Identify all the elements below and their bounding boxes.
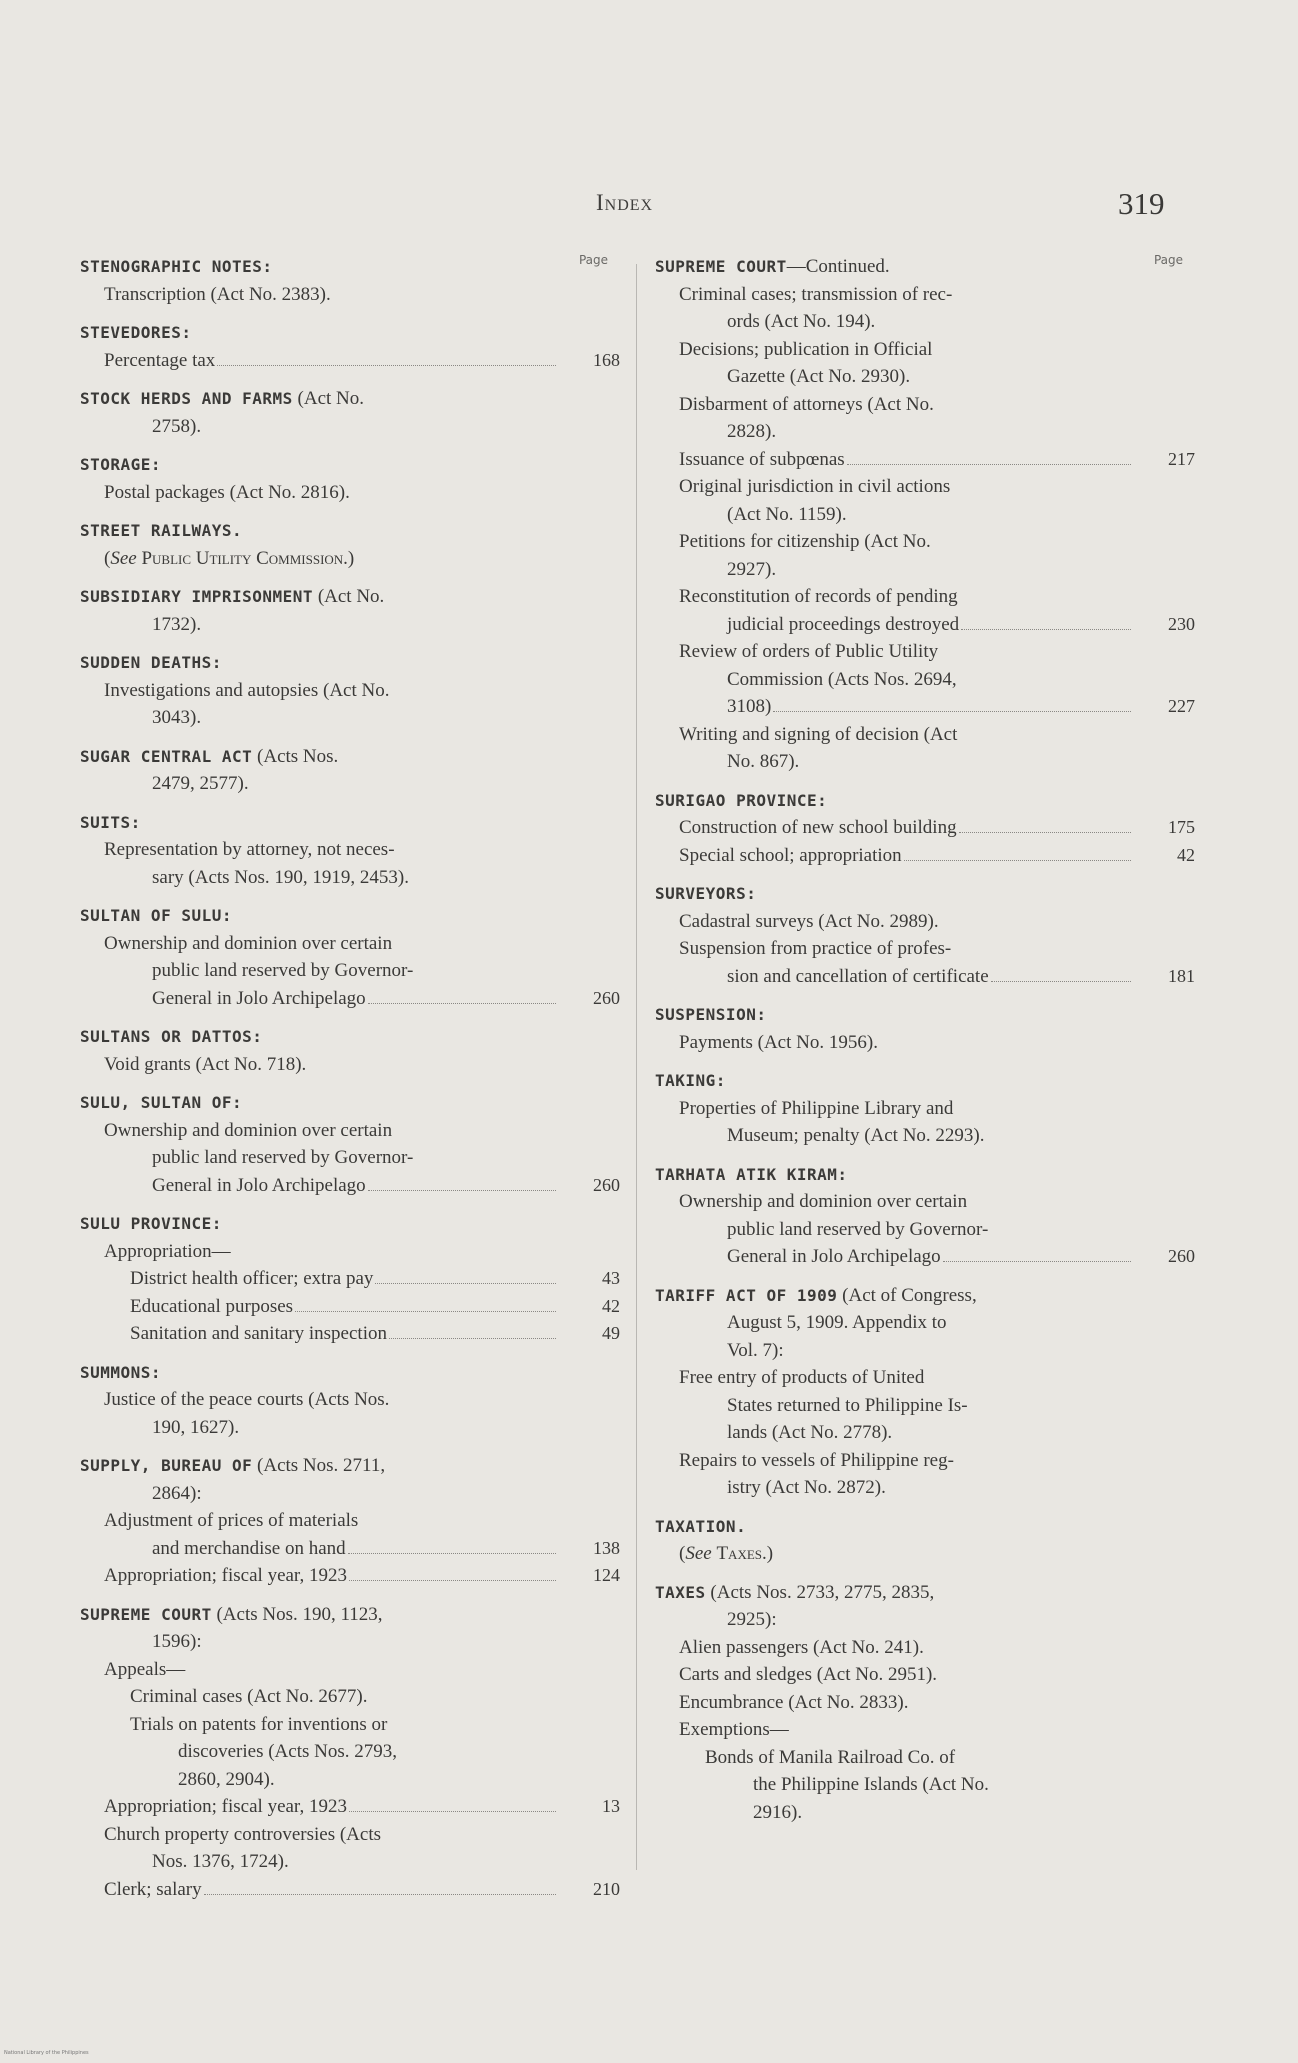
subentry-text: General in Jolo Archipelago [727,1246,941,1267]
entry-heading-line [80,319,620,347]
entry-heading-line [80,1452,620,1480]
subentry-line [655,583,1195,611]
subentry-line [80,1562,620,1590]
leader-dots [961,629,1131,630]
entry-heading-line [655,880,1195,908]
index-entry [655,1161,1195,1271]
index-entry [80,253,620,308]
subentry-text: Suspension from practice of profes- [679,938,952,959]
subentry-line [80,479,620,507]
entry-heading-ref: (Act of Congress, [837,1284,977,1306]
subentry-line [655,1188,1195,1216]
subentry-line [80,1238,620,1266]
index-entry [655,1513,1195,1568]
subentry-line [80,1386,620,1414]
entry-heading-line [80,809,620,837]
subentry-line [655,842,1195,870]
subentry-line [655,1122,1195,1150]
leader-dots [217,365,556,366]
subentry-line [80,1507,620,1535]
subentry-line [80,1738,620,1766]
subentry-text: Disbarment of attorneys (Act No. [679,393,934,415]
entry-heading-line [80,743,620,771]
subentry-line [80,1293,620,1321]
entry-heading-continuation: Vol. 7): [727,1339,784,1361]
subentry-line [80,1117,620,1145]
entry-heading-line [655,1001,1195,1029]
index-entry [80,649,620,732]
subentry-text: (Act No. 1159). [727,503,847,525]
subentry-line [655,1419,1195,1447]
subentry-line [655,693,1195,721]
entry-heading-line [80,1023,620,1051]
index-entry [655,253,1195,776]
subentry-text: public land reserved by Governor- [152,960,414,981]
subentry-line [655,336,1195,364]
entry-heading-continuation: 2758). [152,415,202,437]
leader-dots [295,1311,556,1312]
subentry-line [655,611,1195,639]
page-ref: 181 [1168,965,1195,986]
subentry-line [80,1265,620,1293]
entry-heading: STREET RAILWAYS. [80,521,243,540]
entry-heading: TARIFF ACT OF 1909 [655,1285,838,1305]
entry-heading: TAXES [655,1582,706,1602]
subentry-text: Ownership and dominion over certain [104,932,393,954]
entry-heading: SUDDEN DEATHS: [80,653,222,672]
subentry-line [655,556,1195,584]
entry-heading-line [80,385,620,413]
subentry-text: Carts and sledges (Act No. 2951). [679,1664,938,1685]
subentry-text: 2916). [753,1801,803,1823]
entry-heading: SUSPENSION: [655,1005,767,1024]
running-title: Index [596,190,654,215]
subentry-text: Repairs to vessels of Philippine reg- [679,1449,954,1471]
page-ref: 260 [1168,1246,1195,1266]
subentry-text: public land reserved by Governor- [152,1147,414,1168]
entry-heading: SUITS: [80,812,141,832]
subentry-text: the Philippine Islands (Act No. [753,1774,989,1795]
subentry-text: Properties of Philippine Library and [679,1097,954,1119]
index-entry [655,880,1195,990]
entry-heading-continuation: August 5, 1909. Appendix to [727,1312,947,1333]
index-entry [80,319,620,374]
subentry-line [655,1392,1195,1420]
subentry-line [655,908,1195,936]
subentry-line [80,1876,620,1904]
subentry-line [80,957,620,985]
entry-heading-ref: (Acts Nos. 2711, [252,1455,386,1476]
subentry-text: Justice of the peace courts (Acts Nos. [104,1389,390,1410]
subentry-text: Bonds of Manila Railroad Co. of [705,1746,956,1768]
page-ref: 49 [602,1323,620,1343]
subentry-line [80,1172,620,1200]
entry-heading-line [80,253,620,281]
subentry-text: 2828). [727,421,777,442]
subentry-text: 3108) [727,696,772,717]
subentry-line [655,473,1195,501]
entry-heading-ref: (Acts Nos. [252,745,339,767]
subentry-line [655,1474,1195,1502]
subentry-text: Ownership and dominion over certain [104,1119,393,1141]
subentry-text: 190, 1627). [152,1416,240,1438]
subentry-text: Appropriation; fiscal year, 1923 [104,1796,348,1817]
entry-heading-line [655,1579,1195,1607]
entry-heading-line [80,517,620,545]
subentry-text: 3043). [152,707,202,728]
subentry-text: Ownership and dominion over certain [679,1191,968,1212]
index-entry [655,1579,1195,1827]
entry-heading: TAKING: [655,1071,726,1090]
index-entry [655,1067,1195,1150]
subentry-text: Transcription (Act No. 2383). [104,283,331,305]
page-ref: 210 [593,1878,620,1899]
subentry-line [655,1216,1195,1244]
leader-dots [943,1261,1131,1262]
see-reference: See [685,1543,712,1564]
subentry-text: Original jurisdiction in civil actions [679,476,951,497]
leader-dots [368,1003,556,1004]
page-ref: 168 [593,349,620,370]
entry-heading: STENOGRAPHIC NOTES: [80,257,273,276]
leader-dots [375,1283,556,1284]
entry-heading-ref: (Acts Nos. 2733, 2775, 2835, [705,1581,935,1603]
subentry-line [80,1144,620,1172]
entry-heading-line [80,1359,620,1387]
entry-heading-line [80,451,620,479]
subentry-line [655,363,1195,391]
subentry-line [80,1051,620,1079]
subentry-line [655,1447,1195,1475]
subentry-text: public land reserved by Governor- [727,1218,989,1240]
entry-heading: SURIGAO PROVINCE: [655,790,828,810]
entry-heading-line [655,1161,1195,1189]
subentry-line [80,985,620,1013]
subentry-text: Issuance of subpœnas [679,448,845,470]
subentry-text: Free entry of products of United [679,1367,925,1388]
entry-heading: SULTANS OR DATTOS: [80,1027,263,1046]
subentry-line [80,1320,620,1348]
subentry-line [80,1848,620,1876]
entry-heading-line [655,1067,1195,1095]
entry-heading-line [80,1601,620,1629]
page-ref: 260 [593,1174,620,1195]
subentry-line [655,1634,1195,1662]
leader-dots [368,1190,556,1191]
subentry-text: Criminal cases (Act No. 2677). [130,1686,368,1707]
subentry-line [655,638,1195,666]
page-ref: 217 [1168,448,1195,469]
subentry-text: Review of orders of Public Utility [679,641,939,662]
column-divider [636,264,637,1870]
cross-reference: Taxes.) [716,1543,774,1564]
subentry-line [655,418,1195,446]
subentry-text: Trials on patents for inventions or [130,1713,388,1735]
entry-heading: SUPREME COURT [655,257,787,276]
subentry-text: Sanitation and sanitary inspection [130,1323,387,1344]
subentry-text: States returned to Philippine Is- [727,1394,968,1416]
subentry-text: Alien passengers (Act No. 241). [679,1636,924,1658]
entry-heading-line [80,649,620,677]
subentry-text: discoveries (Acts Nos. 2793, [178,1741,397,1762]
index-entry [80,385,620,440]
subentry-text: Postal packages (Act No. 2816). [104,481,350,503]
entry-heading: TAXATION. [655,1516,747,1536]
subentry-text: sary (Acts Nos. 190, 1919, 2453). [152,866,410,888]
subentry-text: sion and cancellation of certificate [727,965,989,987]
subentry-text: General in Jolo Archipelago [152,987,366,1009]
subentry-line [80,1793,620,1821]
index-entry [80,1023,620,1078]
subentry-line [80,347,620,375]
entry-heading: TARHATA ATIK KIRAM: [655,1164,848,1184]
index-entry [80,1089,620,1199]
subentry-line [655,935,1195,963]
index-entry [80,451,620,506]
entry-heading: SUPPLY, BUREAU OF [80,1456,253,1475]
subentry-text: istry (Act No. 2872). [727,1477,886,1498]
subentry-text: District health officer; extra pay [130,1268,374,1289]
subentry-line [80,864,620,892]
subentry-text: Cadastral surveys (Act No. 2989). [679,910,939,932]
entry-heading-line [655,1282,1195,1310]
subentry-text: Void grants (Act No. 718). [104,1053,307,1075]
leader-dots [349,1580,556,1581]
subentry-line [655,721,1195,749]
entry-heading: SUMMONS: [80,1362,162,1382]
entry-heading-line [655,253,1195,281]
subentry-line [80,1656,620,1684]
index-entry [80,809,620,892]
subentry-text: No. 867). [727,751,800,772]
leader-dots [847,464,1131,465]
page-label: Page [1153,253,1183,267]
subentry-line [655,1243,1195,1271]
subentry-line [655,1689,1195,1717]
subentry-text: 2860, 2904). [178,1768,275,1790]
entry-heading: SURVEYORS: [655,884,757,903]
subentry-text: Representation by attorney, not neces- [104,839,395,860]
subentry-line [80,930,620,958]
entry-heading-continuation: 2864): [152,1482,202,1504]
subentry-line [80,1535,620,1563]
subentry-text: Criminal cases; transmission of rec- [679,283,953,305]
entry-heading: SULU, SULTAN OF: [80,1093,243,1112]
subentry-line [655,1661,1195,1689]
entry-heading-line [80,583,620,611]
index-column-right [655,253,1195,1837]
entry-heading-continuation: 1732). [152,613,202,635]
subentry-line [80,677,620,705]
subentry-text: Writing and signing of decision (Act [679,723,958,745]
subentry-text: judicial proceedings destroyed [727,613,960,635]
subentry-text: Educational purposes [130,1295,294,1317]
entry-heading-line [655,787,1195,815]
subentry-line: (See Public Utility Commission.) [104,547,355,569]
entry-heading: SUBSIDIARY IMPRISONMENT [80,587,314,606]
page-header [0,186,1298,230]
subentry-text: Appropriation; fiscal year, 1923 [104,1565,348,1586]
entry-heading-ref: —Continued. [786,256,890,277]
subentry-line [655,1364,1195,1392]
leader-dots [959,832,1131,833]
subentry-text: Special school; appropriation [679,844,902,866]
subentry-line [80,836,620,864]
leader-dots [773,711,1131,712]
footer-stamp: National Library of the Philippines [4,2050,89,2056]
leader-dots [389,1338,556,1339]
subentry-line [655,1771,1195,1799]
subentry-text: Decisions; publication in Official [679,338,933,360]
subentry-text: Exemptions— [679,1719,789,1740]
page-ref: 13 [602,1796,620,1816]
index-entry [80,517,620,572]
subentry-line [80,1683,620,1711]
subentry-text: General in Jolo Archipelago [152,1174,366,1196]
leader-dots [348,1553,556,1554]
leader-dots [204,1894,556,1895]
subentry-text: Gazette (Act No. 2930). [727,366,911,387]
index-entry [80,1601,620,1904]
leader-dots [991,981,1131,982]
subentry-text: Construction of new school building [679,817,957,838]
subentry-text: Nos. 1376, 1724). [152,1851,289,1872]
see-reference: See [110,547,137,569]
subentry-text: and merchandise on hand [152,1537,346,1559]
leader-dots [904,860,1131,861]
subentry-text: Investigations and autopsies (Act No. [104,679,390,701]
subentry-text: Encumbrance (Act No. 2833). [679,1691,909,1713]
subentry-text: Appropriation— [104,1240,231,1262]
entry-heading: STOCK HERDS AND FARMS [80,389,293,408]
subentry-line [80,1766,620,1794]
entry-heading-continuation: 1596): [152,1631,202,1652]
subentry-text: Commission (Acts Nos. 2694, [727,668,957,690]
index-entry [80,583,620,638]
page-ref: 43 [602,1268,620,1288]
subentry-line [655,501,1195,529]
index-entry [80,743,620,798]
index-entry [655,1282,1195,1502]
entry-heading-ref: (Act No. [313,586,385,607]
index-entry [80,902,620,1012]
subentry-line [655,528,1195,556]
subentry-line [655,1716,1195,1744]
index-entry [80,1452,620,1590]
subentry-line [655,666,1195,694]
subentry-text: ords (Act No. 194). [727,311,876,332]
page-ref: 42 [602,1295,620,1316]
subentry-text: Appeals— [104,1658,186,1680]
index-entry [655,1001,1195,1056]
entry-heading-line [655,1513,1195,1541]
subentry-line [80,1711,620,1739]
entry-heading: SUPREME COURT [80,1604,212,1624]
subentry-line [80,281,620,309]
entry-heading-ref: (Act No. [292,388,365,409]
entry-heading-line [80,1210,620,1238]
subentry-text: Clerk; salary [104,1878,202,1900]
subentry-text: Church property controversies (Acts [104,1823,382,1845]
subentry-text: Petitions for citizenship (Act No. [679,531,931,552]
subentry-line [655,814,1195,842]
subentry-line [655,308,1195,336]
subentry-text: Payments (Act No. 1956). [679,1031,878,1053]
entry-heading: STORAGE: [80,455,162,474]
page-ref: 42 [1177,844,1195,865]
index-column-left [80,253,620,1914]
page-ref: 227 [1168,696,1195,716]
subentry-line [655,1744,1195,1772]
entry-heading-continuation: 2479, 2577). [152,773,249,794]
subentry-line [655,391,1195,419]
subentry-text: Museum; penalty (Act No. 2293). [727,1125,985,1146]
entry-heading-ref: (Acts Nos. 190, 1123, [211,1603,383,1625]
page-ref: 260 [593,987,620,1008]
index-entry [655,787,1195,870]
subentry-text: Reconstitution of records of pending [679,586,958,607]
page-ref: 124 [593,1565,620,1585]
page-ref: 175 [1168,817,1195,837]
subentry-line [655,1799,1195,1827]
subentry-line [655,1029,1195,1057]
subentry-text: Adjustment of prices of materials [104,1510,359,1531]
leader-dots [349,1811,556,1812]
subentry-line [80,1414,620,1442]
entry-heading: SULTAN OF SULU: [80,906,232,925]
page-label: Page [578,253,608,267]
entry-heading-line [80,902,620,930]
page-ref: 230 [1168,613,1195,634]
subentry-line [80,1821,620,1849]
subentry-line [655,281,1195,309]
subentry-text: Percentage tax [104,349,216,371]
entry-heading-continuation: 2925): [727,1609,777,1630]
index-entry [80,1359,620,1442]
page-number: 319 [1118,186,1165,221]
subentry-text: lands (Act No. 2778). [727,1422,893,1443]
subentry-line [80,704,620,732]
subentry-line [655,1095,1195,1123]
subentry-line [655,748,1195,776]
entry-heading: SULU PROVINCE: [80,1214,222,1233]
subentry-line [655,446,1195,474]
subentry-line [655,963,1195,991]
subentry-line: (See Taxes.) [679,1543,774,1564]
cross-reference: Public Utility Commission.) [141,547,355,569]
index-entry [80,1210,620,1348]
entry-heading: STEVEDORES: [80,323,192,342]
page-ref: 138 [593,1537,620,1558]
entry-heading: SUGAR CENTRAL ACT [80,746,253,766]
subentry-text: 2927). [727,558,777,580]
entry-heading-line [80,1089,620,1117]
